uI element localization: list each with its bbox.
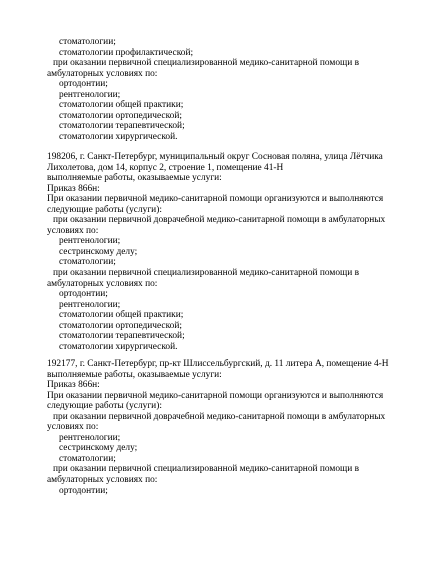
section-specialized-heading: при оказании первичной специализированной медико-санитарной помощи в амбулаторных условиях по: [47, 268, 360, 289]
address-line: 198206, г. Санкт-Петербург, муниципальный округ Сосновая поляна, улица Лётчика Лихолетова, дом 14, корпус 2, строение 1, помещение 41-Н [47, 152, 383, 173]
section-specialized-heading: при оказании первичной специализированной медико-санитарной помощи в амбулаторных условиях по: [47, 58, 360, 79]
services-intro: При оказании первичной медико-санитарной помощи организуются и выполняются следующие работы (услуги): [47, 390, 384, 412]
service-item: ортодонтии; [59, 79, 108, 90]
service-item: сестринскому делу; [59, 443, 138, 454]
service-item: стоматологии; [59, 37, 116, 47]
service-item: рентгенологии; [59, 432, 121, 443]
service-item: стоматологии; [59, 257, 116, 268]
service-item: стоматологии хирургической. [59, 131, 178, 142]
address-line: 192177, г. Санкт-Петербург, пр-кт Шлиссельбургский, д. 11 литера А, помещение 4-Н [47, 359, 389, 369]
service-item: стоматологии терапевтической; [59, 331, 185, 342]
service-item: стоматологии профилактической; [59, 47, 194, 58]
service-item: стоматологии ортопедической; [59, 110, 182, 121]
service-item: ортодонтии; [59, 485, 108, 496]
service-item: стоматологии терапевтической; [59, 121, 185, 132]
section-specialized-heading: при оказании первичной специализированной медико-санитарной помощи в амбулаторных условиях по: [47, 464, 360, 486]
order-reference: Приказ 866н: [47, 183, 100, 194]
service-item: стоматологии хирургической. [59, 341, 178, 352]
service-item: ортодонтии; [59, 289, 108, 300]
section-prehospital-heading: при оказании первичной доврачебной медико-санитарной помощи в амбулаторных условиях по: [47, 215, 386, 236]
service-item: сестринскому делу; [59, 246, 138, 257]
order-reference: Приказ 866н: [47, 380, 100, 391]
service-item: стоматологии общей практики; [59, 100, 184, 111]
address-block-1 [47, 152, 397, 352]
works-label: выполняемые работы, оказываемые услуги: [47, 369, 222, 380]
service-item: рентгенологии; [59, 89, 121, 100]
service-item: рентгенологии; [59, 236, 121, 247]
works-label: выполняемые работы, оказываемые услуги: [47, 173, 222, 184]
service-item: стоматологии общей практики; [59, 310, 184, 321]
section-prehospital-heading: при оказании первичной доврачебной медико-санитарной помощи в амбулаторных условиях по: [47, 411, 386, 433]
service-item: рентгенологии; [59, 299, 121, 310]
license-continuation-block [47, 37, 397, 142]
services-intro: При оказании первичной медико-санитарной помощи организуются и выполняются следующие работы (услуги): [47, 194, 384, 215]
service-item: стоматологии ортопедической; [59, 320, 182, 331]
address-block-2 [47, 359, 397, 496]
service-item: стоматологии; [59, 453, 116, 464]
